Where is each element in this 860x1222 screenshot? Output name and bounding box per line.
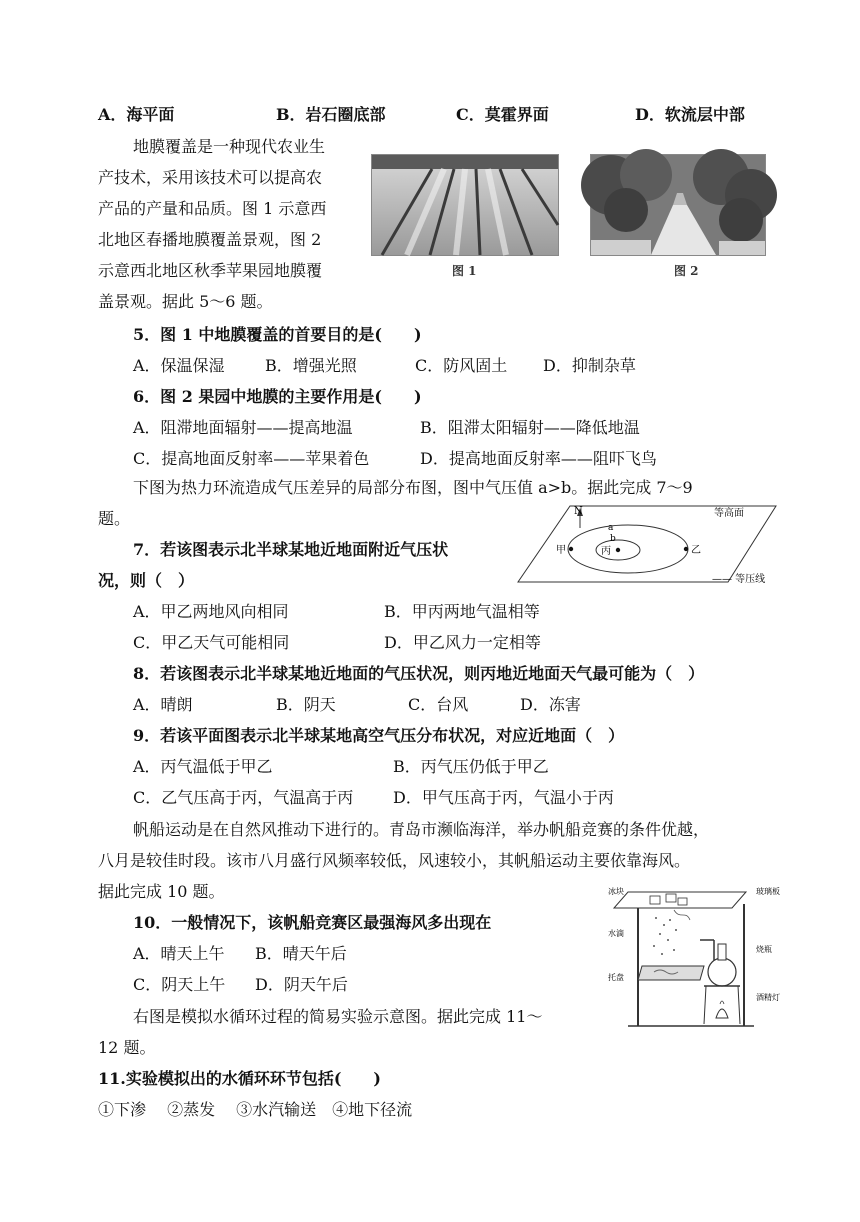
q8-option-d: D．冻害 [520, 695, 581, 714]
q5-option-d: D．抑制杂草 [543, 356, 636, 375]
label-b: b [610, 534, 616, 544]
q11-items: ①下渗 ②蒸发 ③水汽输送 ④地下径流 [98, 1100, 413, 1119]
q6-option-c: C．提高地面反射率——苹果着色 [133, 449, 370, 468]
figure-2-caption: 图 2 [674, 264, 699, 278]
q10-option-d: D．阴天午后 [255, 975, 348, 994]
q5-stem: 5．图 1 中地膜覆盖的首要目的是( ) [133, 325, 422, 344]
intro-line: 产技术，采用该技术可以提高农 [98, 168, 323, 187]
label-a: a [608, 523, 614, 533]
ice-label: 冰块 [608, 887, 624, 896]
q11-stem: 11.实验模拟出的水循环环节包括( ) [98, 1069, 381, 1088]
q9-option-d: D．甲气压高于丙，气温小于丙 [393, 788, 614, 807]
intro-line: 帆船运动是在自然风推动下进行的。青岛市濒临海洋，举办帆船竞赛的条件优越， [133, 820, 710, 839]
lamp-label: 酒精灯 [756, 993, 780, 1002]
q6-option-d: D．提高地面反射率——阻吓飞鸟 [420, 449, 657, 468]
figure-2-photo [590, 154, 766, 256]
q7-stem-line: 7．若该图表示北半球某地近地面附近气压状 [133, 540, 449, 559]
q9-stem: 9．若该平面图表示北半球某地高空气压分布状况，对应近地面（ ） [133, 726, 625, 745]
intro-line: 八月是较佳时段。该市八月盛行风频率较低，风速较小，其帆船运动主要依靠海风。 [98, 851, 691, 870]
intro-line: 据此完成 10 题。 [98, 882, 225, 901]
q4-option-b: B．岩石圈底部 [276, 105, 386, 124]
q10-stem: 10．一般情况下，该帆船竞赛区最强海风多出现在 [133, 913, 492, 932]
q7-option-d: D．甲乙风力一定相等 [384, 633, 541, 652]
flask-label: 烧瓶 [756, 945, 772, 954]
q5-option-b: B．增强光照 [265, 356, 357, 375]
intro-line: 盖景观。据此 5～6 题。 [98, 292, 273, 311]
label-yi: 乙 [691, 545, 701, 556]
figure-1-photo [371, 154, 559, 256]
intro-line: 地膜覆盖是一种现代农业生 [133, 137, 326, 156]
q8-stem: 8．若该图表示北半球某地近地面的气压状况，则丙地近地面天气最可能为（ ） [133, 664, 705, 683]
figure-1-caption: 图 1 [452, 264, 477, 278]
drop-label: 水滴 [608, 929, 624, 938]
intro-line: 右图是模拟水循环过程的简易实验示意图。据此完成 11～ [133, 1007, 543, 1026]
q9-option-c: C．乙气压高于丙，气温高于丙 [133, 788, 354, 807]
q6-option-b: B．阻滞太阳辐射——降低地温 [420, 418, 640, 437]
q10-option-a: A．晴天上午 [133, 944, 225, 963]
intro-line: 题。 [98, 509, 131, 528]
pressure-diagram [514, 502, 782, 588]
q8-option-a: A．晴朗 [133, 695, 193, 714]
q5-option-c: C．防风固土 [415, 356, 508, 375]
q10-option-c: C．阴天上午 [133, 975, 226, 994]
q7-option-c: C．甲乙天气可能相同 [133, 633, 290, 652]
q9-option-a: A．丙气温低于甲乙 [133, 757, 273, 776]
tray-label: 托盘 [608, 973, 624, 982]
intro-line: 北地区春播地膜覆盖景观，图 2 [98, 230, 322, 249]
q6-option-a: A．阻滞地面辐射——提高地温 [133, 418, 353, 437]
q8-option-b: B．阴天 [276, 695, 336, 714]
q7-option-b: B．甲丙两地气温相等 [384, 602, 540, 621]
intro-line: 下图为热力环流造成气压差异的局部分布图，图中气压值 a>b。据此完成 7～9 [133, 478, 693, 497]
plane-label: 等高面 [714, 508, 744, 519]
q6-stem: 6．图 2 果园中地膜的主要作用是( ) [133, 387, 422, 406]
label-jia: 甲 [556, 545, 566, 556]
intro-line: 产品的产量和品质。图 1 示意西 [98, 199, 327, 218]
intro-line: 12 题。 [98, 1038, 156, 1057]
water-cycle-apparatus [604, 880, 780, 1030]
q4-option-a: A．海平面 [98, 105, 175, 124]
q5-option-a: A．保温保湿 [133, 356, 225, 375]
north-label: N [574, 506, 583, 517]
q7-stem-line: 况，则（ ） [98, 571, 195, 590]
q8-option-c: C．台风 [408, 695, 469, 714]
intro-line: 示意西北地区秋季苹果园地膜覆 [98, 261, 323, 280]
glass-label: 玻璃板 [756, 887, 780, 896]
q7-option-a: A．甲乙两地风向相同 [133, 602, 289, 621]
label-bing: 丙 [601, 546, 611, 557]
q4-option-d: D．软流层中部 [635, 105, 745, 124]
isobar-label: —— 等压线 [712, 574, 766, 585]
q10-option-b: B．晴天午后 [255, 944, 347, 963]
q9-option-b: B．丙气压仍低于甲乙 [393, 757, 549, 776]
q4-option-c: C．莫霍界面 [456, 105, 549, 124]
